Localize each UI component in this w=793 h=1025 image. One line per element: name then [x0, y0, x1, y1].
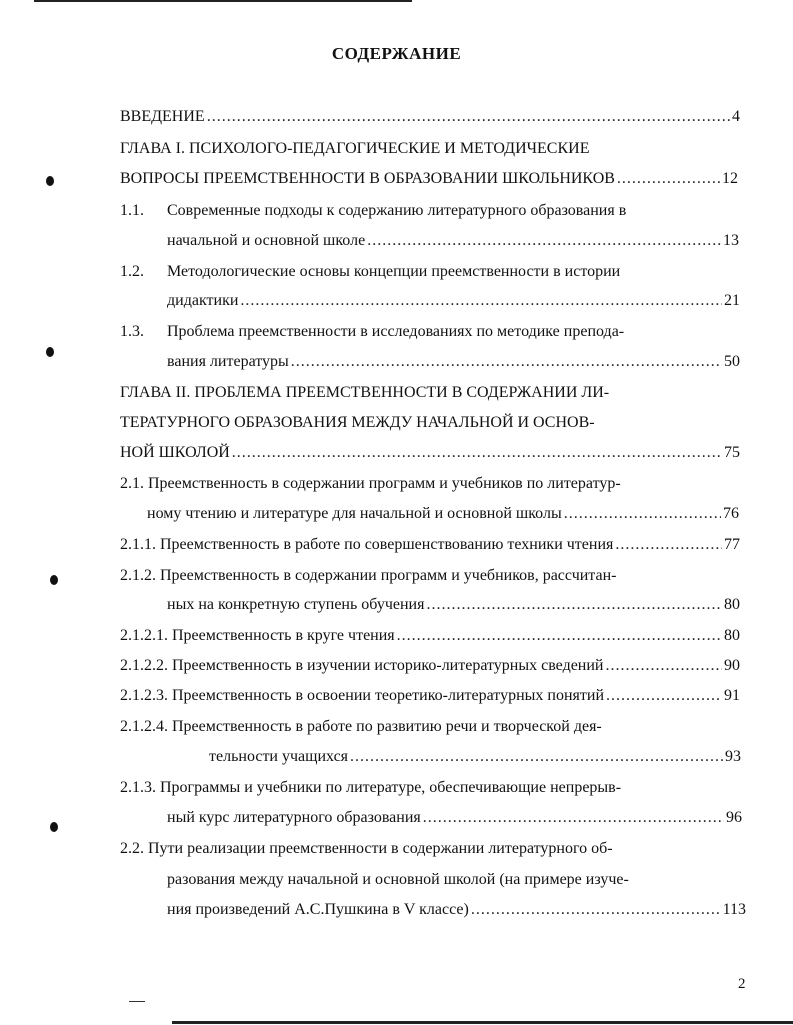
scan-bottom-rule	[172, 1021, 793, 1024]
toc-entry-intro[interactable]	[120, 107, 740, 127]
toc-page-number: 76	[723, 505, 739, 522]
toc-page-number: 21	[724, 292, 740, 309]
toc-section-2-1-3-line-1[interactable]: 2.1.3. Программы и учебники по литературе, обеспечивающие непрерыв-	[120, 779, 622, 796]
toc-page-number: 91	[724, 687, 740, 704]
toc-chapter-2-line-1[interactable]: ГЛАВА II. ПРОБЛЕМА ПРЕЕМСТВЕННОСТИ В СОДЕРЖАНИИ ЛИ-	[120, 384, 610, 401]
leader-dots	[426, 595, 722, 615]
toc-page-number: 77	[724, 536, 740, 553]
toc-page-number: 75	[724, 444, 740, 461]
toc-section-2-1-2-3[interactable]	[120, 686, 740, 706]
scan-top-rule	[34, 0, 412, 2]
toc-chapter-1[interactable]	[120, 169, 738, 189]
punch-hole-mark	[50, 822, 58, 832]
toc-page-number: 93	[725, 748, 741, 765]
toc-section-1-3[interactable]	[167, 352, 740, 372]
leader-dots	[367, 231, 721, 251]
toc-section-1-1[interactable]	[167, 231, 739, 251]
leader-dots	[606, 656, 723, 676]
toc-entry-text: НОЙ ШКОЛОЙ	[120, 444, 230, 461]
toc-page-number: 90	[724, 657, 740, 674]
toc-chapter-2-line-2[interactable]: ТЕРАТУРНОГО ОБРАЗОВАНИЯ МЕЖДУ НАЧАЛЬНОЙ И ОСНОВ-	[120, 414, 595, 431]
toc-entry-text: дидактики	[167, 292, 239, 309]
toc-section-2-2-line-2[interactable]: разования между начальной и основной школой (на примере изуче-	[167, 871, 629, 888]
toc-entry-text: начальной и основной школе	[167, 232, 366, 249]
toc-chapter-2[interactable]	[120, 443, 740, 463]
leader-dots	[397, 626, 722, 646]
toc-page-number: 4	[732, 108, 740, 125]
toc-entry-text: тельности учащихся	[209, 748, 349, 765]
toc-section-2-1-3[interactable]	[167, 808, 742, 828]
leader-dots	[606, 686, 722, 706]
toc-page-number: 80	[724, 596, 740, 613]
toc-section-1-2-line-1[interactable]: Методологические основы концепции преемственности в истории	[167, 263, 621, 280]
toc-section-2-1-2-4-line-1[interactable]: 2.1.2.4. Преемственность в работе по развитию речи и творческой дея-	[120, 718, 602, 735]
section-number: 1.2.	[120, 263, 144, 280]
toc-entry-text: ВВЕДЕНИЕ	[120, 108, 205, 125]
toc-entry-text: 2.1.2.2. Преемственность в изучении историко-литературных сведений	[120, 657, 604, 674]
page-title: СОДЕРЖАНИЕ	[331, 44, 462, 63]
toc-section-2-2-line-1[interactable]: 2.2. Пути реализации преемственности в содержании литературного об-	[120, 840, 613, 857]
leader-dots	[240, 291, 722, 311]
toc-entry-text: ВОПРОСЫ ПРЕЕМСТВЕННОСТИ В ОБРАЗОВАНИИ ШКОЛЬНИКОВ	[120, 170, 615, 187]
toc-chapter-1-line-1[interactable]: ГЛАВА I. ПСИХОЛОГО-ПЕДАГОГИЧЕСКИЕ И МЕТОДИЧЕСКИЕ	[120, 140, 590, 157]
section-number: 1.1.	[120, 202, 144, 219]
toc-section-2-1[interactable]	[147, 504, 739, 524]
page-number: 2	[738, 976, 746, 992]
toc-section-2-1-line-1[interactable]: 2.1. Преемственность в содержании программ и учебников по литератур-	[120, 475, 621, 492]
toc-entry-text: ный курс литературного образования	[167, 809, 421, 826]
toc-page-number: 50	[724, 353, 740, 370]
toc-page-number: 13	[723, 232, 739, 249]
section-number: 1.3.	[120, 323, 144, 340]
toc-entry-text: 2.1.1. Преемственность в работе по совершенствованию техники чтения	[120, 536, 614, 553]
toc-page-number: 12	[722, 170, 738, 187]
scan-mark	[129, 1001, 145, 1002]
toc-section-2-1-2-line-1[interactable]: 2.1.2. Преемственность в содержании программ и учебников, рассчитан-	[120, 567, 617, 584]
toc-section-1-3-line-1[interactable]: Проблема преемственности в исследованиях по методике препода-	[167, 323, 625, 340]
toc-section-2-1-1[interactable]	[120, 535, 740, 555]
toc-page-number: 96	[726, 809, 742, 826]
leader-dots	[350, 747, 723, 767]
leader-dots	[617, 169, 720, 189]
leader-dots	[564, 504, 721, 524]
toc-page-number: 113	[722, 901, 746, 918]
toc-entry-text: вания литературы	[167, 353, 289, 370]
leader-dots	[207, 107, 730, 127]
toc-section-2-1-2-2[interactable]	[120, 656, 740, 676]
toc-entry-text: 2.1.2.3. Преемственность в освоении теоретико-литературных понятий	[120, 687, 604, 704]
leader-dots	[232, 443, 722, 463]
leader-dots	[291, 352, 722, 372]
leader-dots	[423, 808, 724, 828]
toc-section-2-1-2-1[interactable]	[120, 626, 740, 646]
toc-section-2-2[interactable]	[167, 900, 746, 920]
toc-section-1-2[interactable]	[167, 291, 740, 311]
toc-entry-text: ному чтению и литературе для начальной и основной школы	[147, 505, 562, 522]
toc-page-number: 80	[724, 627, 740, 644]
toc-entry-text: ния произведений А.С.Пушкина в V классе)	[167, 901, 469, 918]
punch-hole-mark	[46, 176, 54, 186]
punch-hole-mark	[50, 575, 58, 585]
toc-section-2-1-2[interactable]	[167, 595, 740, 615]
punch-hole-mark	[46, 347, 54, 357]
toc-entry-text: 2.1.2.1. Преемственность в круге чтения	[120, 627, 395, 644]
toc-section-1-1-line-1[interactable]: Современные подходы к содержанию литературного образования в	[167, 202, 627, 219]
toc-section-2-1-2-4[interactable]	[209, 747, 741, 767]
leader-dots	[471, 900, 721, 920]
toc-entry-text: ных на конкретную ступень обучения	[167, 596, 425, 613]
leader-dots	[615, 535, 722, 555]
